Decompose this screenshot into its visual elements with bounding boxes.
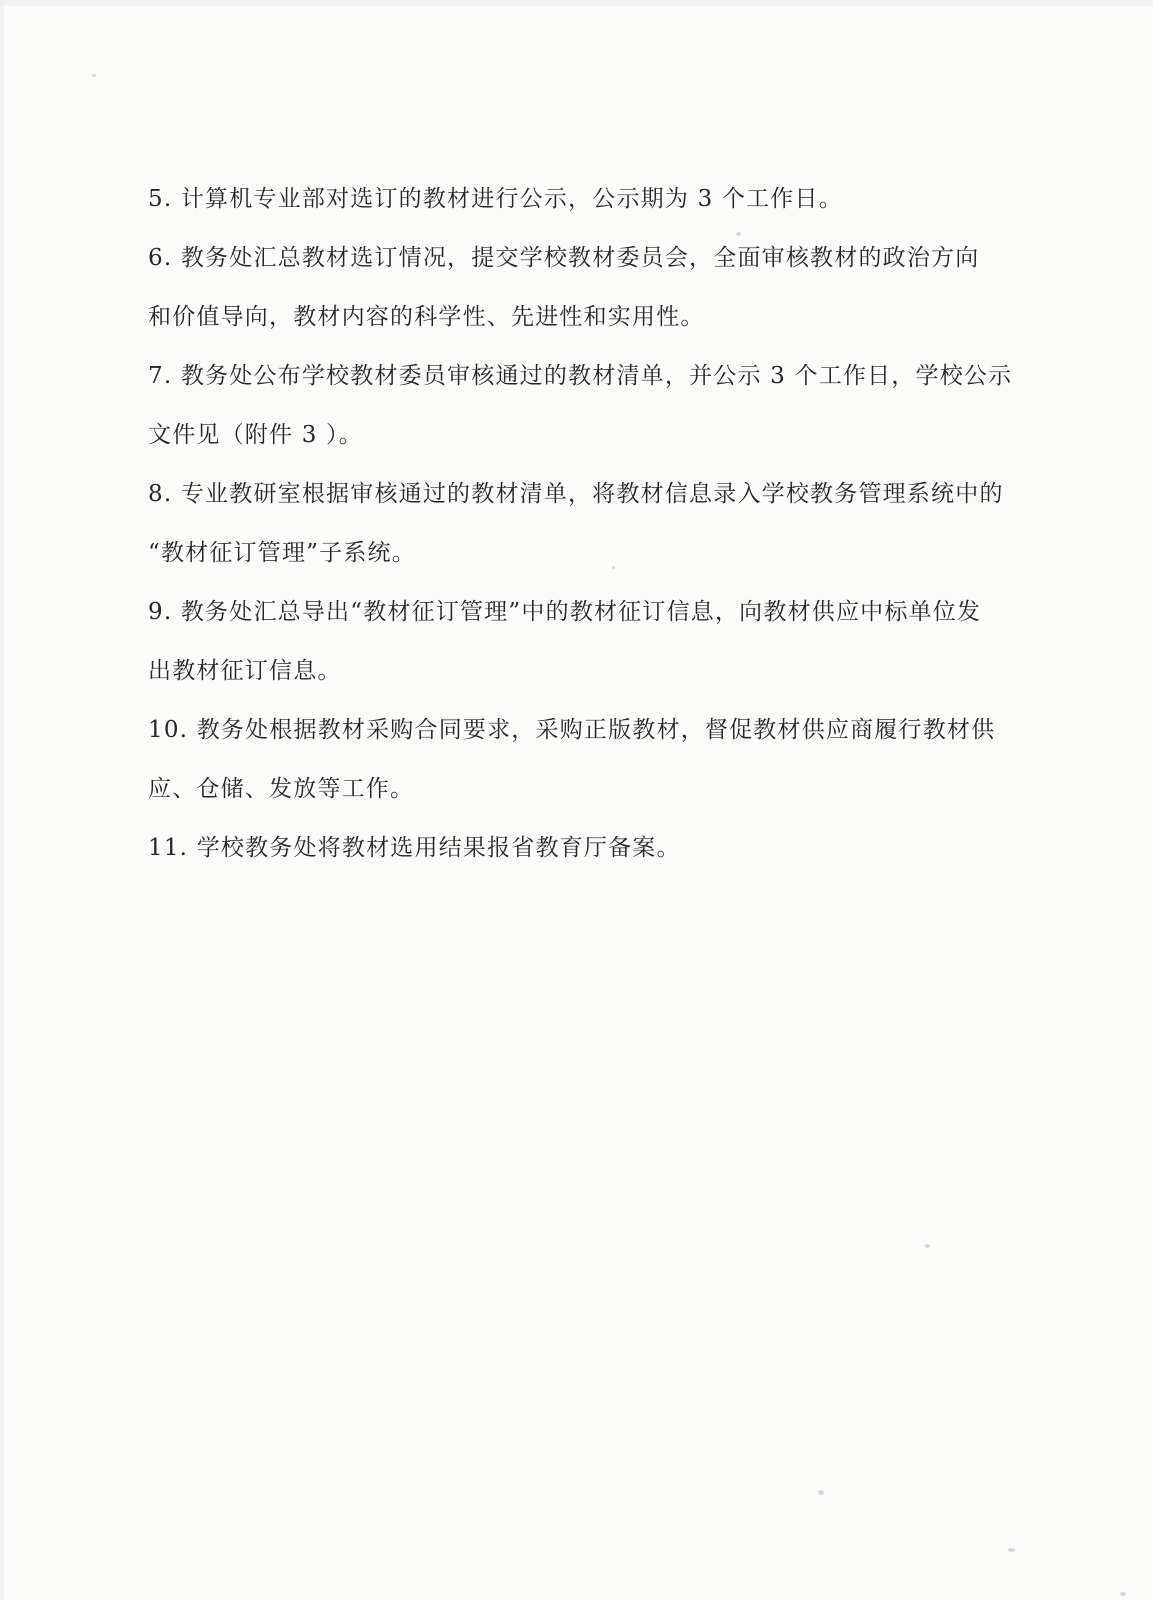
line: 应、仓储、发放等工作。 — [148, 776, 415, 802]
line: 出教材征订信息。 — [148, 658, 342, 684]
list-item-8 — [148, 465, 1078, 583]
list-item-10 — [148, 701, 1078, 819]
line: 8. 专业教研室根据审核通过的教材清单，将教材信息录入学校教务管理系统中的 — [148, 481, 1004, 507]
scan-speck — [925, 1244, 930, 1248]
line: 5. 计算机专业部对选订的教材进行公示，公示期为 3 个工作日。 — [148, 186, 843, 212]
line: 6. 教务处汇总教材选订情况，提交学校教材委员会，全面审核教材的政治方向 — [148, 245, 980, 271]
scan-shade-left — [0, 0, 4, 1600]
line: 11. 学校教务处将教材选用结果报省教育厅备案。 — [148, 835, 681, 861]
scan-shade-top — [0, 0, 1153, 6]
line: “教材征订管理”子系统。 — [148, 540, 416, 566]
list-item-5 — [148, 170, 1078, 229]
scan-speck — [1008, 1548, 1015, 1552]
line: 10. 教务处根据教材采购合同要求，采购正版教材，督促教材供应商履行教材供 — [148, 717, 996, 743]
line: 7. 教务处公布学校教材委员审核通过的教材清单，并公示 3 个工作日，学校公示 — [148, 363, 1013, 389]
line: 9. 教务处汇总导出“教材征订管理”中的教材征订信息，向教材供应中标单位发 — [148, 599, 982, 625]
list-item-7 — [148, 347, 1078, 465]
scan-speck — [818, 1490, 824, 1495]
scan-speck — [92, 74, 96, 77]
line: 文件见（附件 3 ）。 — [148, 422, 363, 448]
document-body — [148, 170, 1078, 878]
list-item-6 — [148, 229, 1078, 347]
scan-speck — [1120, 1592, 1126, 1596]
list-item-11 — [148, 819, 1078, 878]
line: 和价值导向，教材内容的科学性、先进性和实用性。 — [148, 304, 705, 330]
list-item-9 — [148, 583, 1078, 701]
